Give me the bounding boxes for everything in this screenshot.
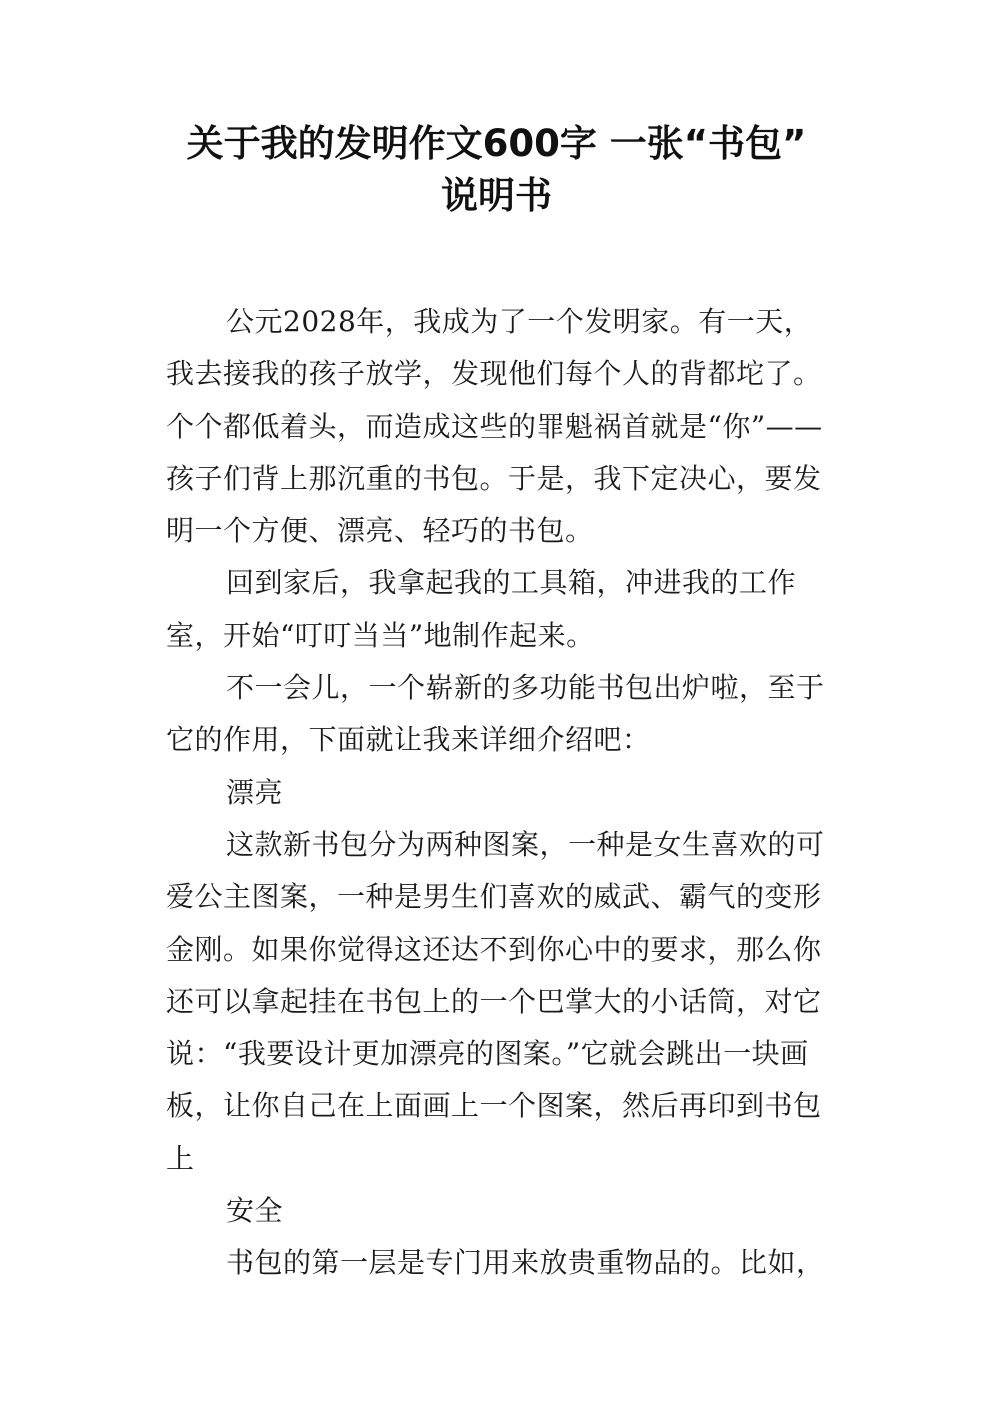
title-line-1: 关于我的发明作文600字 一张“书包” — [186, 122, 807, 165]
document-body — [166, 296, 838, 1290]
paragraph: 回到家后，我拿起我的工具箱，冲进我的工作室，开始“叮叮当当”地制作起来。 — [166, 566, 797, 652]
document-title — [120, 118, 873, 222]
paragraph: 这款新书包分为两种图案，一种是女生喜欢的可爱公主图案，一种是男生们喜欢的威武、霸气的变形金刚。如果你觉得这还达不到你心中的要求，那么你还可以拿起挂在书包上的一个巴掌大的小话筒，对它说：“我要设计更加漂亮的图案。”它就会跳出一块画板，让你自己在上面画上一个图案，然后再印到书包上 — [166, 827, 825, 1175]
section-heading: 安全 — [226, 1194, 284, 1228]
paragraph: 不一会儿，一个崭新的多功能书包出炉啦，至于它的作用，下面就让我来详细介绍吧： — [166, 671, 825, 757]
title-line-2: 说明书 — [441, 174, 552, 217]
paragraph: 公元2028年，我成为了一个发明家。有一天，我去接我的孩子放学，发现他们每个人的背都坨了。个个都低着头，而造成这些的罪魁祸首就是“你”——孩子们背上那沉重的书包。于是，我下定决心，要发明一个方便、漂亮、轻巧的书包。 — [166, 305, 823, 548]
section-heading: 漂亮 — [226, 775, 284, 809]
paragraph: 书包的第一层是专门用来放贵重物品的。比如， — [226, 1246, 825, 1280]
